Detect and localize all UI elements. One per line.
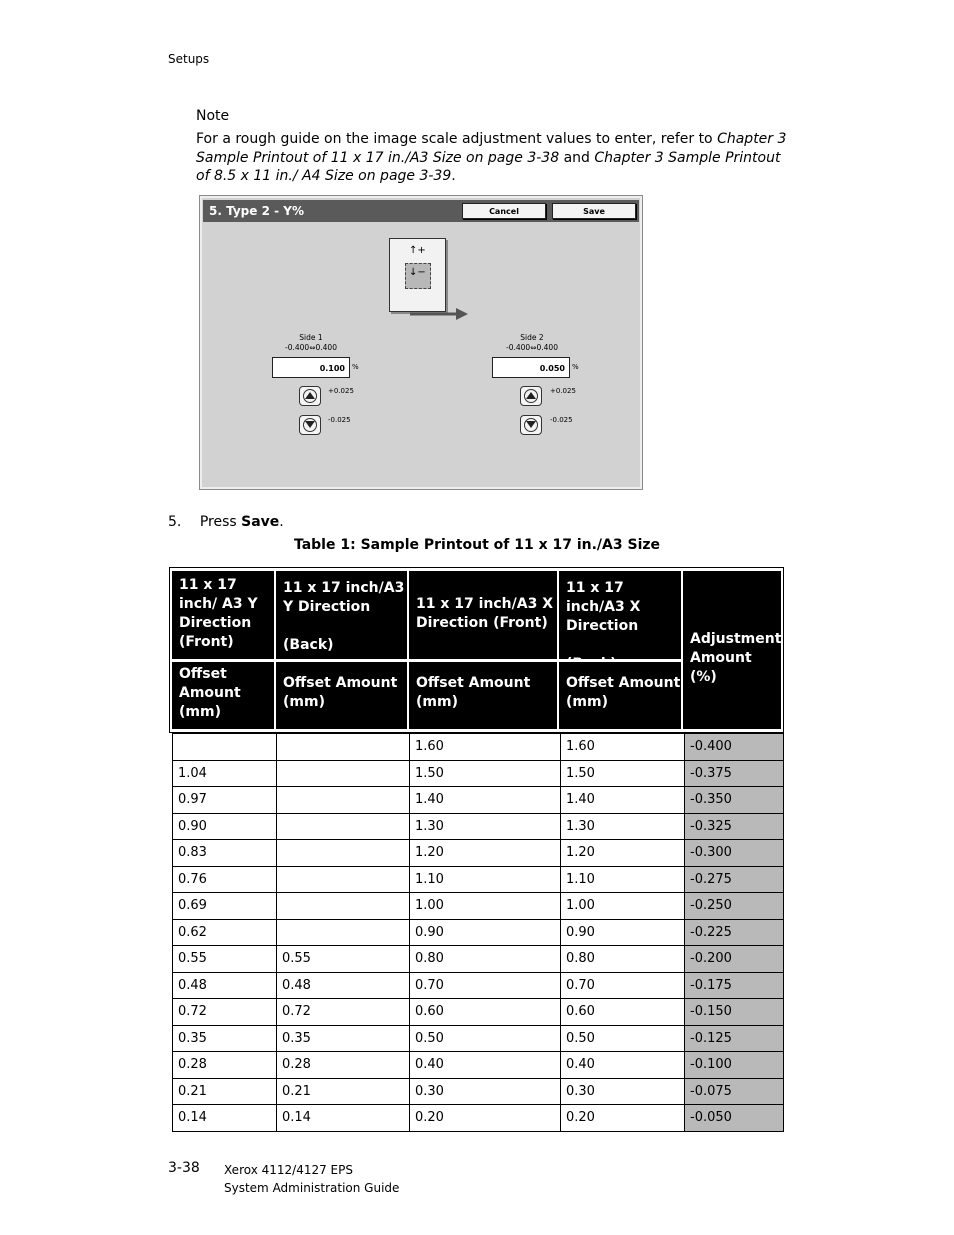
table-header — [169, 567, 784, 733]
subheader-offset-x-front: Offset Amount (mm) — [409, 662, 557, 729]
offset-cell: 0.20 — [410, 1105, 561, 1132]
triangle-up-icon — [305, 392, 315, 400]
table-row — [173, 946, 784, 973]
adjustment-cell: -0.275 — [685, 866, 784, 893]
save-button[interactable]: Save — [552, 203, 636, 219]
subheader-offset-x-back: Offset Amount (mm) — [559, 662, 681, 729]
subheader-offset-y-back: Offset Amount (mm) — [276, 662, 407, 729]
offset-cell: 0.62 — [173, 919, 277, 946]
adjustment-cell: -0.375 — [685, 760, 784, 787]
offset-cell: 0.50 — [410, 1025, 561, 1052]
offset-cell: 1.04 — [173, 760, 277, 787]
offset-cell: 1.50 — [561, 760, 685, 787]
offset-cell: 1.00 — [561, 893, 685, 920]
offset-cell: 0.48 — [173, 972, 277, 999]
table-row — [173, 840, 784, 867]
side1-unit: % — [352, 363, 359, 371]
table-row — [173, 999, 784, 1026]
offset-cell: 0.28 — [277, 1052, 410, 1079]
adjustment-cell: -0.075 — [685, 1078, 784, 1105]
subheader-offset-y-front: Offset Amount (mm) — [172, 662, 274, 729]
offset-cell: 0.60 — [561, 999, 685, 1026]
offset-cell: 0.72 — [173, 999, 277, 1026]
note-reference-link[interactable]: Chapter 3 Sample Printout of 11 x 17 in./A3 Size on page 3-38 — [196, 131, 787, 166]
note-body — [196, 130, 796, 186]
offset-cell: 0.60 — [410, 999, 561, 1026]
table-body — [173, 734, 784, 1132]
offset-cell: 0.72 — [277, 999, 410, 1026]
offset-cell: 0.70 — [410, 972, 561, 999]
running-header: Setups — [168, 52, 210, 66]
side2-label: Side 2 — [520, 333, 544, 342]
offset-cell: 0.90 — [173, 813, 277, 840]
offset-cell: 0.30 — [561, 1078, 685, 1105]
adjustment-cell: -0.300 — [685, 840, 784, 867]
offset-cell: 0.28 — [173, 1052, 277, 1079]
arrow-up-plus-icon: ↑+ — [409, 245, 426, 256]
side2-increase-label: +0.025 — [550, 387, 576, 395]
note-text: . — [451, 168, 456, 184]
adjustment-cell: -0.050 — [685, 1105, 784, 1132]
side1-increase-label: +0.025 — [328, 387, 354, 395]
table-row — [173, 866, 784, 893]
adjustment-cell: -0.125 — [685, 1025, 784, 1052]
header-text: Adjustment Amount (%) — [690, 631, 782, 685]
side1-decrease-button[interactable] — [299, 415, 321, 435]
step-5 — [168, 514, 284, 530]
table-row — [173, 972, 784, 999]
header-text: 11 x 17 inch/A3 X Direction — [566, 580, 641, 634]
y-direction-diagram — [389, 238, 446, 312]
dialog-title: 5. Type 2 - Y% — [209, 204, 304, 218]
adjustment-cell: -0.350 — [685, 787, 784, 814]
offset-cell: 1.30 — [561, 813, 685, 840]
side2-decrease-button[interactable] — [520, 415, 542, 435]
feed-direction-arrow-icon — [410, 308, 470, 322]
offset-cell: 0.35 — [173, 1025, 277, 1052]
offset-cell: 1.20 — [561, 840, 685, 867]
table-row — [173, 919, 784, 946]
side1-range: -0.400⇔0.400 — [285, 343, 337, 352]
offset-cell: 0.97 — [173, 787, 277, 814]
adjustment-cell: -0.175 — [685, 972, 784, 999]
table-row — [173, 1025, 784, 1052]
table-row — [173, 1105, 784, 1132]
step-bold-text: Save — [241, 514, 280, 530]
triangle-down-icon — [305, 421, 315, 429]
header-subtext: (Back) — [283, 637, 334, 653]
product-name: Xerox 4112/4127 EPS — [224, 1163, 353, 1177]
offset-cell: 1.20 — [410, 840, 561, 867]
table-row — [173, 1052, 784, 1079]
table-row — [173, 760, 784, 787]
offset-cell: 0.14 — [277, 1105, 410, 1132]
offset-cell: 1.40 — [561, 787, 685, 814]
offset-cell: 0.50 — [561, 1025, 685, 1052]
guide-name: System Administration Guide — [224, 1181, 400, 1195]
offset-cell — [277, 760, 410, 787]
offset-cell: 0.21 — [277, 1078, 410, 1105]
table-row — [173, 893, 784, 920]
step-text: Press — [199, 514, 242, 530]
cancel-button[interactable]: Cancel — [462, 203, 546, 219]
offset-cell: 1.10 — [561, 866, 685, 893]
offset-cell: 0.40 — [410, 1052, 561, 1079]
offset-cell: 0.90 — [410, 919, 561, 946]
offset-cell: 1.60 — [561, 734, 685, 761]
note-reference-link[interactable]: Chapter 3 Sample Printout of 8.5 x 11 in./ A4 Size on page 3-39 — [196, 149, 781, 184]
side2-value-field[interactable]: 0.050 — [492, 357, 570, 378]
offset-cell: 0.70 — [561, 972, 685, 999]
adjustment-cell: -0.250 — [685, 893, 784, 920]
step-text-end: . — [279, 514, 284, 530]
triangle-up-icon — [526, 392, 536, 400]
side1-decrease-label: -0.025 — [328, 416, 351, 424]
step-number: 5. — [168, 514, 182, 530]
adjustment-cell: -0.150 — [685, 999, 784, 1026]
offset-cell: 1.00 — [410, 893, 561, 920]
side1-value-field[interactable]: 0.100 — [272, 357, 350, 378]
offset-cell: 0.80 — [410, 946, 561, 973]
offset-cell — [277, 840, 410, 867]
note-text: For a rough guide on the image scale adjustment values to enter, refer to — [196, 131, 718, 147]
offset-cell: 0.55 — [173, 946, 277, 973]
offset-cell: 0.21 — [173, 1078, 277, 1105]
offset-cell — [277, 787, 410, 814]
header-text: 11 x 17 inch/ A3 Y Direction (Front) — [179, 577, 258, 650]
offset-cell — [277, 734, 410, 761]
side2-increase-button[interactable] — [520, 386, 542, 406]
offset-cell: 0.83 — [173, 840, 277, 867]
offset-cell — [173, 734, 277, 761]
offset-cell: 0.40 — [561, 1052, 685, 1079]
header-x-back — [559, 571, 681, 659]
offset-cell: 0.14 — [173, 1105, 277, 1132]
side2-decrease-label: -0.025 — [550, 416, 573, 424]
table-row — [173, 787, 784, 814]
adjustment-cell: -0.325 — [685, 813, 784, 840]
table-row — [173, 734, 784, 761]
header-text: 11 x 17 inch/A3 X Direction (Front) — [416, 596, 554, 631]
side1-label: Side 1 — [299, 333, 323, 342]
offset-cell: 1.50 — [410, 760, 561, 787]
triangle-down-icon — [526, 421, 536, 429]
offset-cell: 0.76 — [173, 866, 277, 893]
offset-cell: 1.10 — [410, 866, 561, 893]
table-row — [173, 813, 784, 840]
side2-range: -0.400⇔0.400 — [506, 343, 558, 352]
offset-cell: 1.40 — [410, 787, 561, 814]
offset-cell: 0.20 — [561, 1105, 685, 1132]
header-text: 11 x 17 inch/A3 Y Direction — [283, 580, 405, 615]
header-y-front — [172, 571, 274, 659]
header-adjustment — [683, 571, 781, 729]
offset-cell — [277, 893, 410, 920]
offset-cell: 0.48 — [277, 972, 410, 999]
footer-product — [224, 1161, 399, 1197]
adjustment-cell: -0.200 — [685, 946, 784, 973]
header-y-back — [276, 571, 407, 659]
side1-increase-button[interactable] — [299, 386, 321, 406]
offset-table — [172, 733, 784, 1132]
adjustment-cell: -0.400 — [685, 734, 784, 761]
arrow-down-minus-icon: ↓− — [409, 267, 426, 278]
note-text: and — [559, 149, 595, 166]
dialog-screenshot — [199, 195, 643, 490]
page-number: 3-38 — [168, 1160, 200, 1176]
dialog-titlebar — [203, 200, 639, 222]
table-row — [173, 1078, 784, 1105]
offset-cell: 0.55 — [277, 946, 410, 973]
offset-cell: 0.80 — [561, 946, 685, 973]
offset-cell — [277, 919, 410, 946]
offset-cell — [277, 866, 410, 893]
offset-cell: 0.35 — [277, 1025, 410, 1052]
offset-cell: 1.30 — [410, 813, 561, 840]
offset-cell — [277, 813, 410, 840]
side2-unit: % — [572, 363, 579, 371]
note-title: Note — [196, 108, 230, 124]
adjustment-cell: -0.225 — [685, 919, 784, 946]
adjustment-cell: -0.100 — [685, 1052, 784, 1079]
table-caption: Table 1: Sample Printout of 11 x 17 in./A3 Size — [293, 537, 661, 553]
offset-cell: 1.60 — [410, 734, 561, 761]
header-x-front — [409, 571, 557, 659]
offset-cell: 0.69 — [173, 893, 277, 920]
offset-cell: 0.30 — [410, 1078, 561, 1105]
offset-cell: 0.90 — [561, 919, 685, 946]
